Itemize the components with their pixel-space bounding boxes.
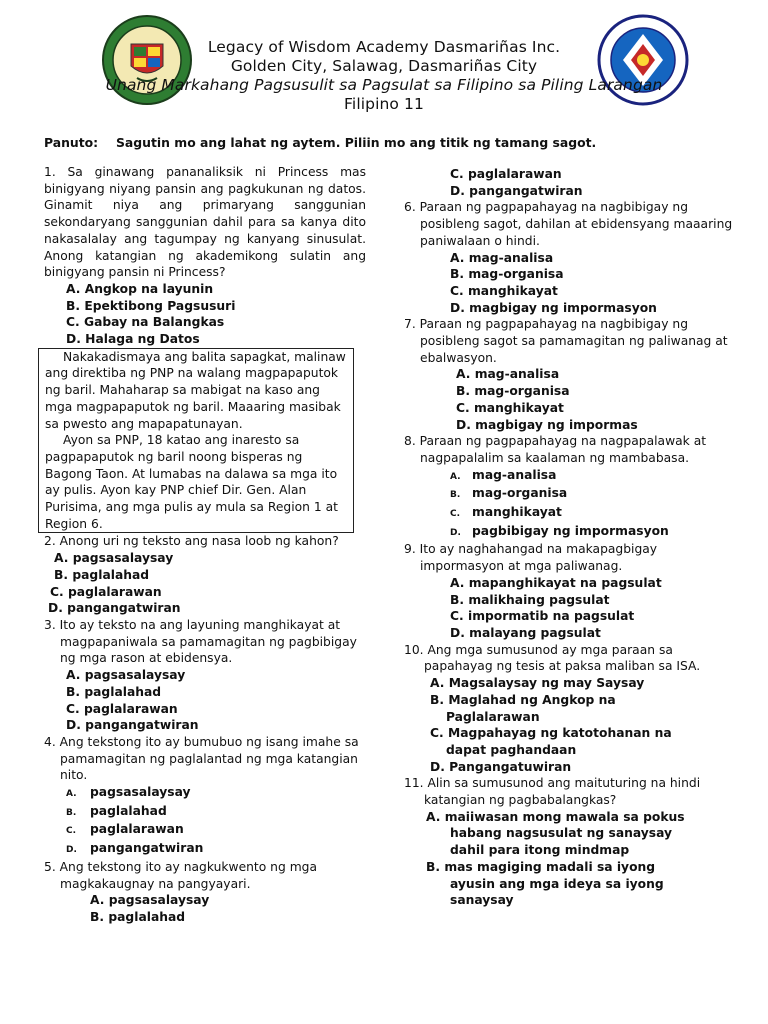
option-c[interactable]: C. manghikayat — [450, 283, 558, 298]
question-7 — [404, 316, 744, 433]
question-text: 4. Ang tekstong ito ay bumubuo ng isang imahe sa pamamagitan ng paglalantad ng mga katangian nito. — [44, 734, 359, 783]
option-text: pagsasalaysay — [90, 785, 191, 800]
option-b[interactable]: B. Maglahad ng Angkop na — [430, 692, 616, 707]
question-text: 5. Ang tekstong ito ay nagkukwento ng mga magkakaugnay na pangyayari. — [44, 859, 318, 891]
option-text: mag-analisa — [472, 467, 557, 482]
option-c[interactable] — [404, 504, 744, 523]
option-c[interactable]: C. Gabay na Balangkas — [66, 315, 225, 330]
option-b-continuation: Paglalarawan — [446, 709, 540, 724]
option-a[interactable]: A. pagsasalaysay — [90, 893, 210, 908]
option-letter: C. — [66, 826, 77, 837]
option-c[interactable] — [44, 821, 366, 840]
option-c[interactable]: C. Magpahayag ng katotohanan na — [430, 726, 672, 741]
instructions — [44, 135, 596, 150]
option-a[interactable]: A. mapanghikayat na pagsulat — [450, 575, 662, 590]
question-text: 2. Anong uri ng teksto ang nasa loob ng kahon? — [44, 534, 339, 549]
option-b[interactable]: B. malikhaing pagsulat — [450, 592, 610, 607]
question-4 — [44, 734, 366, 859]
option-a[interactable]: A. pagsasalaysay — [66, 668, 186, 683]
option-b[interactable]: B. paglalahad — [90, 909, 186, 924]
question-text: 7. Paraan ng pagpapahayag na nagbibigay ng posibleng sagot sa pamamagitan ng paliwanag at ebalwasyon. — [404, 317, 728, 365]
instructions-text: Sagutin mo ang lahat ng aytem. Piliin mo ang titik ng tamang sagot. — [116, 135, 597, 150]
left-column — [44, 164, 366, 926]
option-a[interactable]: A. mag-analisa — [450, 250, 554, 265]
option-b[interactable]: B. paglalahad — [66, 684, 162, 699]
option-a[interactable]: A. Angkop na layunin — [66, 281, 214, 296]
option-b[interactable]: B. mas magiging madali sa iyong — [426, 859, 656, 874]
question-5 — [44, 859, 366, 926]
option-letter: C. — [450, 509, 461, 520]
option-b[interactable]: B. paglalahad — [54, 567, 150, 582]
option-b-continuation: ayusin ang mga ideya sa iyong — [450, 876, 664, 891]
option-a[interactable]: A. mag-analisa — [456, 367, 560, 382]
option-c-continuation: dapat paghandaan — [446, 742, 577, 757]
option-text: pagbibigay ng impormasyon — [472, 523, 669, 538]
option-letter: A. — [66, 789, 77, 800]
option-a[interactable] — [44, 784, 366, 803]
question-text: 9. Ito ay naghahangad na makapagbigay impormasyon at mga paliwanag. — [404, 542, 658, 574]
option-b[interactable]: B. Epektibong Pagsusuri — [66, 298, 236, 313]
option-letter: D. — [450, 527, 461, 538]
option-text: paglalahad — [90, 803, 167, 818]
question-2 — [44, 533, 366, 617]
option-c[interactable]: C. impormatib na pagsulat — [450, 609, 635, 624]
question-text: 6. Paraan ng pagpapahayag na nagbibigay ng posibleng sagot, dahilan at ebidensyang maaaring paniwalaan o hindi. — [404, 200, 733, 248]
question-3 — [44, 617, 366, 734]
option-d[interactable]: D. pangangatwiran — [48, 601, 181, 616]
option-b[interactable] — [404, 485, 744, 504]
option-d[interactable] — [44, 840, 366, 859]
option-text: paglalarawan — [90, 822, 184, 837]
subject-name: Filipino 11 — [344, 95, 424, 113]
option-letter: D. — [66, 845, 77, 856]
passage-paragraph-1: Nakakadismaya ang balita sapagkat, malinaw ang direktiba ng PNP na walang magpapaputok ng baril. Mahaharap sa mabigat na kaso ang mga magpapaputok ng baril. Maaaring masibak sa pwesto ang mapapatunayan. — [45, 349, 346, 431]
question-text: 8. Paraan ng pagpapahayag na nagpapalawak at nagpapalalim sa kaalaman ng mambabasa. — [404, 434, 707, 465]
option-a[interactable] — [404, 467, 744, 486]
option-b[interactable] — [44, 803, 366, 822]
option-text: manghikayat — [472, 505, 562, 520]
school-address: Golden City, Salawag, Dasmariñas City — [230, 57, 538, 75]
question-8 — [404, 433, 744, 541]
option-d[interactable]: D. magbigay ng impormasyon — [450, 300, 657, 315]
option-text: mag-organisa — [472, 486, 568, 501]
right-column — [404, 166, 744, 909]
option-a[interactable]: A. pagsasalaysay — [54, 551, 174, 566]
question-text: 1. Sa ginawang pananaliksik ni Princess mas binigyang niyang pansin ang pagkukunan ng datos. Ginamit niya ang primaryang sanggunian sekondaryang sanggunian dahil para sa kanya dito nakasalalay ang tagumpay ng kanyang sinusulat. Anong katangian ng akademikong sulatin ang binigyang pansin ni Princess? — [44, 165, 366, 280]
option-d[interactable]: D. pangangatwiran — [450, 183, 583, 198]
question-9 — [404, 541, 744, 641]
option-c[interactable]: C. paglalarawan — [66, 701, 178, 716]
option-a-continuation: dahil para itong mindmap — [450, 843, 630, 858]
question-text: 3. Ito ay teksto na ang layuning manghikayat at magpapaniwala sa pamamagitan ng pagbibigay ng mga rason at ebidensya. — [44, 617, 357, 666]
option-a[interactable]: A. maiiwasan mong mawala sa pokus — [426, 809, 685, 824]
option-b[interactable]: B. mag-organisa — [456, 384, 570, 399]
option-letter: A. — [450, 471, 461, 482]
instructions-label: Panuto: — [44, 135, 99, 150]
option-letter: B. — [450, 490, 461, 501]
option-d[interactable] — [404, 523, 744, 542]
option-d[interactable]: D. Halaga ng Datos — [66, 332, 200, 347]
option-c[interactable]: C. manghikayat — [456, 400, 564, 415]
question-text: 10. Ang mga sumusunod ay mga paraan sa papahayag ng tesis at paksa maliban sa ISA. — [404, 642, 701, 674]
question-5-continued — [404, 166, 744, 199]
exam-title: Unang Markahang Pagsusulit sa Pagsulat sa Filipino sa Piling Larangan — [105, 76, 663, 94]
document-header — [0, 38, 768, 114]
question-6 — [404, 199, 744, 316]
passage-paragraph-2: Ayon sa PNP, 18 katao ang inaresto sa pagpapaputok ng baril noong bisperas ng Bagong Taon. At lumabas na dalawa sa mga ito ay pulis. Ayon kay PNP chief Dir. Gen. Alan Purisima, ang mga pulis ay mula sa Region 1 at Region 6. — [45, 433, 338, 531]
option-d[interactable]: D. magbigay ng impormas — [456, 417, 638, 432]
question-11 — [404, 775, 744, 909]
school-name: Legacy of Wisdom Academy Dasmariñas Inc. — [207, 38, 561, 56]
option-text: pangangatwiran — [90, 841, 204, 856]
option-c[interactable]: C. paglalarawan — [50, 584, 162, 599]
option-b[interactable]: B. mag-organisa — [450, 267, 564, 282]
option-b-continuation: sanaysay — [450, 893, 514, 908]
option-a[interactable]: A. Magsalaysay ng may Saysay — [430, 676, 645, 691]
option-d[interactable]: D. malayang pagsulat — [450, 625, 601, 640]
question-1 — [44, 164, 366, 348]
reading-passage-box — [38, 348, 354, 534]
option-letter: B. — [66, 807, 77, 818]
question-text: 11. Alin sa sumusunod ang maituturing na hindi katangian ng pagbabalangkas? — [404, 776, 701, 808]
question-10 — [404, 642, 744, 776]
option-d[interactable]: D. pangangatwiran — [66, 718, 199, 733]
option-a-continuation: habang nagsusulat ng sanaysay — [450, 826, 673, 841]
option-d[interactable]: D. Pangangatuwiran — [430, 759, 572, 774]
option-c[interactable]: C. paglalarawan — [450, 167, 562, 181]
